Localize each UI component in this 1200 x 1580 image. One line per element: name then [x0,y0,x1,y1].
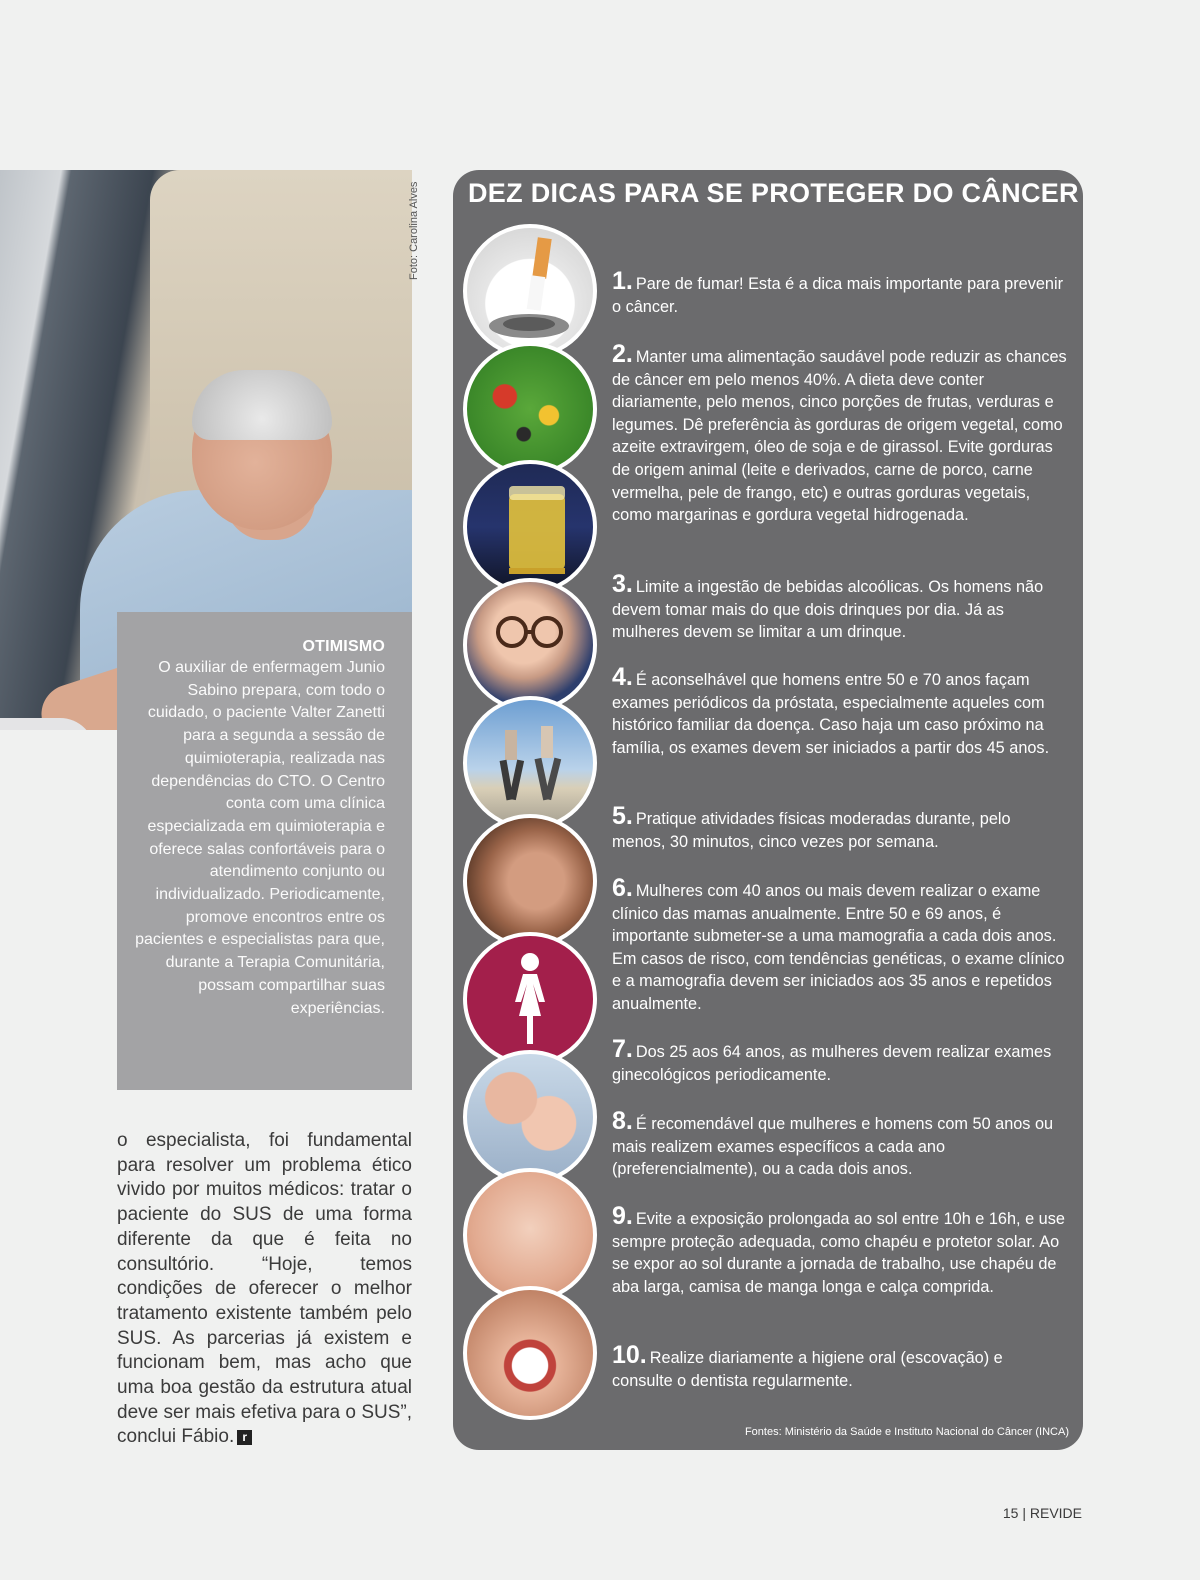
page-number: 15 [1002,1505,1019,1521]
tip-item-9 [612,1202,1067,1298]
tip-text: Dos 25 aos 64 anos, as mulheres devem realizar exames ginecológicos periodicamente. [612,1043,1052,1084]
tip-text: Evite a exposição prolongada ao sol entre 10h e 16h, e use sempre proteção adequada, como chapéu e protetor solar. Ao se expor ao sol durante a jornada de trabalho, use chapéu de aba larga, camisa de manga longa e calça comprida. [612,1210,1065,1296]
breast-exam-photo-icon [463,814,597,948]
tip-number: 8. [612,1107,633,1135]
tip-number: 7. [612,1035,633,1063]
tip-number: 4. [612,663,633,691]
photo-credit: Foto: Carolina Alves [408,181,420,280]
smile-photo-icon [463,1286,597,1420]
article-text [117,1129,412,1450]
tip-item-10 [612,1341,1067,1392]
tip-item-8 [612,1107,1067,1181]
tip-item-5 [612,802,1067,853]
tip-number: 3. [612,570,633,598]
page-footer [1003,1505,1082,1521]
tip-text: Realize diariamente a higiene oral (escovação) e consulte o dentista regularmente. [612,1349,1003,1390]
tip-number: 2. [612,340,633,368]
tip-item-1 [612,267,1067,318]
elderly-man-photo-icon [463,578,597,712]
elderly-couple-photo-icon [463,1050,597,1184]
tip-number: 9. [612,1202,633,1230]
drink-photo-icon [463,460,597,594]
tip-images [463,224,603,1434]
tip-text: Mulheres com 40 anos ou mais devem realizar o exame clínico das mamas anualmente. Entre 50 e 69 anos, é importante submeter-se a uma mamografia a cada dois anos. Em casos de risco, com tendências genéticas, o exame clínico e a mamografia devem ser iniciados aos 35 anos e repetidos anualmente. [612,882,1065,1013]
magazine-name: REVIDE [1029,1505,1082,1521]
panel-title: DEZ DICAS PARA SE PROTEGER DO CÂNCER [468,178,1079,208]
tip-text: Manter uma alimentação saudável pode reduzir as chances de câncer em pelo menos 40%. A dieta deve conter diariamente, pelo menos, cinco porções de frutas, verduras e legumes. Dê preferência às gorduras de origem vegetal, como azeite extravirgem, óleo de soja e de girassol. Evite gorduras de origem animal (leite e derivados, carne de porco, carne vermelha, pele de frango, etc) e outras gorduras vegetais, como margarinas e gordura vegetal hidrogenada. [612,348,1067,525]
hair-shape [192,370,332,440]
tip-item-4 [612,663,1067,759]
caption-title: OTIMISMO [302,638,385,655]
sources-note: Fontes: Ministério da Saúde e Instituto Nacional do Câncer (INCA) [744,1426,1069,1438]
tip-item-2 [612,340,1067,527]
caption-text: O auxiliar de enfermagem Junio Sabino prepara, com todo o cuidado, o paciente Valter Zanetti para a segunda a sessão de quimioterapia, realizada nas dependências do CTO. O Centro conta com uma clínica especializada em quimioterapia e oferece salas confortáveis para o atendimento conjunto ou individualizado. Periodicamente, promove encontros entre os pacientes e especialistas para que, durante a Terapia Comunitária, possam compartilhar suas experiências. [135,659,385,1017]
tip-text: Pare de fumar! Esta é a dica mais importante para prevenir o câncer. [612,275,1063,316]
woman-symbol-icon [463,932,597,1066]
salad-photo-icon [463,342,597,476]
tip-item-3 [612,570,1067,644]
footer-separator: | [1022,1505,1026,1521]
walkers-photo-icon [463,696,597,830]
cigarette-photo-icon [463,224,597,358]
tip-text: Limite a ingestão de bebidas alcoólicas. Os homens não devem tomar mais do que dois drinques por dia. Já as mulheres devem se limitar a um drinque. [612,578,1044,642]
skin-photo-icon [463,1168,597,1302]
tip-text: É aconselhável que homens entre 50 e 70 anos façam exames periódicos da próstata, especialmente aqueles com histórico familiar da doença. Caso haja um caso próximo na família, os exames devem ser iniciados a partir dos 45 anos. [612,671,1050,757]
tip-number: 1. [612,267,633,295]
tip-number: 5. [612,802,633,830]
tip-number: 10. [612,1341,647,1369]
photo-caption [117,612,412,1090]
tip-text: É recomendável que mulheres e homens com 50 anos ou mais realizem exames específicos a cada ano (preferencialmente), ou a cada dois anos. [612,1115,1054,1179]
tip-item-7 [612,1035,1067,1086]
tip-item-6 [612,874,1067,1016]
tip-number: 6. [612,874,633,902]
end-mark-icon: r [237,1430,252,1445]
tip-text: Pratique atividades físicas moderadas durante, pelo menos, 30 minutos, cinco vezes por semana. [612,810,1011,851]
tips-panel [453,170,1083,1450]
article-paragraph: o especialista, foi fundamental para resolver um problema ético vivido por muitos médicos: tratar o paciente do SUS de uma forma diferente da que é feita no consultório. “Hoje, temos condições de oferecer o melhor tratamento existente também pelo SUS. As parcerias já existem e funcionam bem, mas acho que uma boa gestão da estrutura atual deve ser mais efetiva para o SUS”, conclui Fábio. [117,1130,412,1448]
